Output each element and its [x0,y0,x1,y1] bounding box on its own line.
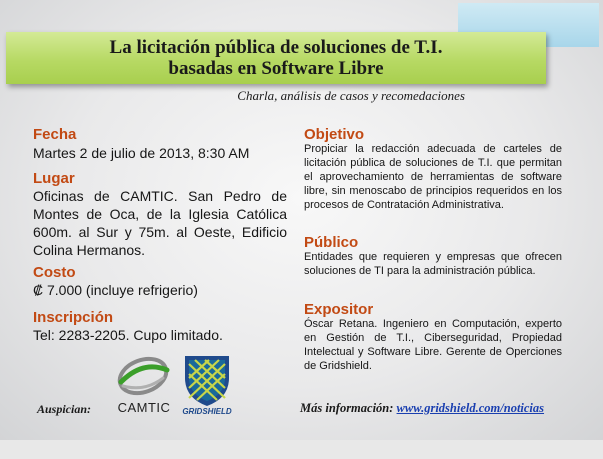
gridshield-shield-icon [181,352,233,408]
gridshield-logo [181,352,235,422]
mas-informacion [300,401,544,416]
heading-expositor: Expositor [304,301,374,318]
heading-publico: Público [304,234,359,251]
heading-costo: Costo [33,264,76,281]
camtic-wordmark: CAMTIC [117,400,171,415]
lugar-text: Oficinas de CAMTIC. San Pedro de Montes de Oca, de la Iglesia Católica 600m. al Sur y 75m. al Oeste, Edificio Colina Hermanos. [33,188,287,258]
inscripcion-text: Tel: 2283-2205. Cupo limitado. [33,327,223,343]
subtitle: Charla, análisis de casos y recomedaciones [237,88,465,103]
mas-informacion-label: Más información: [300,401,394,415]
auspician-label: Auspician: [37,402,92,416]
bottom-shade [0,440,603,459]
camtic-logo [113,352,173,422]
heading-fecha: Fecha [33,126,77,143]
expositor-text: Óscar Retana. Ingeniero en Computación, experto en Gestión de T.I., Ciberseguridad, Propiedad Intelectual y Software Libre. Gerente de Operciones de Gridshield. [304,318,562,372]
banner-title-line2: basadas en Software Libre [168,58,384,79]
banner-title-line1: La licitación pública de soluciones de T.I. [109,37,443,58]
heading-inscripcion: Inscripción [33,309,114,326]
fecha-text: Martes 2 de julio de 2013, 8:30 AM [33,145,250,161]
banner-title [6,37,546,79]
heading-lugar: Lugar [33,170,75,187]
heading-objetivo: Objetivo [304,126,365,143]
gridshield-noticias-link[interactable]: www.gridshield.com/noticias [396,401,545,415]
camtic-swoosh-icon [113,352,173,400]
gridshield-wordmark: GRIDSHIELD [182,407,232,416]
title-banner [6,32,546,84]
costo-text: ₡ 7.000 (incluye refrigerio) [33,282,198,298]
objetivo-text: Propiciar la redacción adecuada de carteles de licitación pública de soluciones de T.I. que permitan el aprovechamiento de herramientas de software libre, sin menoscabo de principios requeridos en los procesos de Contratación Administrativa. [304,143,562,211]
publico-text: Entidades que requieren y empresas que ofrecen soluciones de TI para la administración pública. [304,251,562,277]
